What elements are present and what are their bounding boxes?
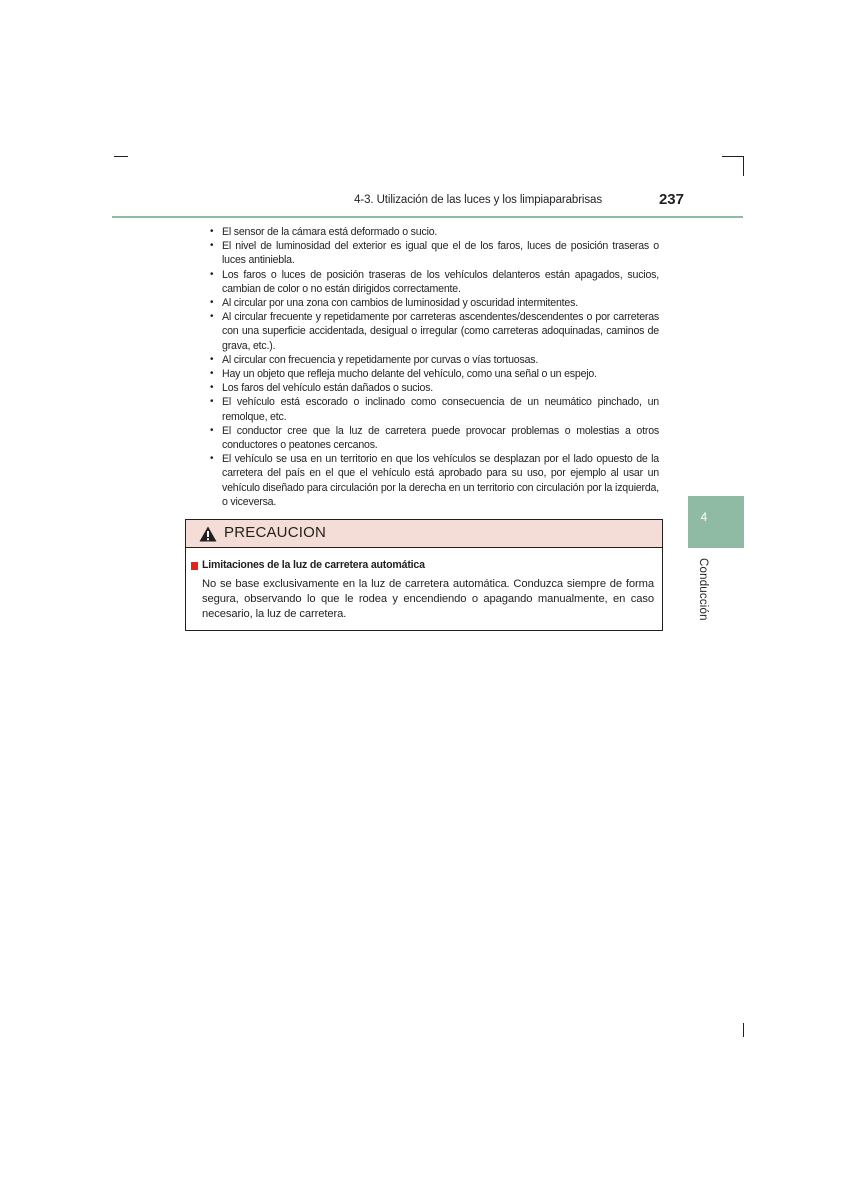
list-item — [209, 225, 659, 239]
crop-mark-top-right-h — [722, 156, 744, 157]
chapter-label: Conducción — [697, 558, 709, 621]
bullet-icon: • — [210, 368, 214, 380]
list-item-text: Los faros o luces de posición traseras de los vehículos delanteros están apagados, sucios, cambian de color o no están dirigidos correctamente. — [222, 268, 659, 295]
bullet-icon: • — [210, 226, 214, 237]
list-item-text: Al circular frecuente y repetidamente por carreteras ascendentes/descendentes o por carreteras con una superficie accidentada, desigual o irregular (como carreteras adoquinadas, caminos de grava, etc.). — [222, 311, 659, 352]
precaution-box — [185, 519, 663, 631]
red-square-marker-icon — [191, 562, 198, 570]
bullet-icon: • — [210, 382, 214, 394]
list-item — [209, 424, 659, 452]
bullet-icon: • — [210, 311, 214, 323]
chapter-number: 4 — [700, 510, 708, 524]
list-item — [209, 268, 659, 296]
precaution-text: No se base exclusivamente en la luz de carretera automática. Conduzca siempre de forma segura, observando lo que le rodea y encendiendo o apagando manualmente, en caso necesario, la luz de carretera. — [202, 578, 654, 621]
list-item — [209, 239, 659, 267]
chapter-tab — [688, 496, 744, 548]
bullet-icon: • — [210, 297, 214, 309]
precaution-subtitle: Limitaciones de la luz de carretera automática — [202, 559, 425, 571]
condition-list — [209, 225, 659, 509]
bullet-icon: • — [210, 268, 214, 280]
bullet-icon: • — [210, 453, 214, 465]
bullet-icon: • — [210, 396, 214, 408]
precaution-header — [186, 520, 662, 548]
list-item-text: Hay un objeto que refleja mucho delante del vehículo, como una señal o un espejo. — [222, 368, 597, 381]
list-item — [209, 381, 659, 395]
precaution-title: PRECAUCION — [224, 524, 327, 541]
list-item-text: El conductor cree que la luz de carretera puede provocar problemas o molestias a otros conductores o peatones cercanos. — [222, 424, 659, 452]
list-item-text: Al circular con frecuencia y repetidamente por curvas o vías tortuosas. — [222, 353, 539, 366]
list-item-text: El nivel de luminosidad del exterior es igual que el de los faros, luces de posición traseras o luces antiniebla. — [222, 240, 659, 267]
crop-mark-top-right-v — [743, 156, 744, 176]
section-title: 4-3. Utilización de las luces y los limpiaparabrisas — [354, 194, 602, 206]
header-rule — [112, 216, 743, 218]
crop-mark-top-left — [114, 156, 128, 157]
crop-mark-bottom-right — [743, 1023, 744, 1037]
warning-triangle-icon — [199, 526, 217, 542]
list-item — [209, 310, 659, 353]
bullet-icon: • — [210, 240, 214, 252]
page-number: 237 — [658, 191, 684, 208]
list-item-text: Al circular por una zona con cambios de luminosidad y oscuridad intermitentes. — [222, 297, 578, 310]
list-item — [209, 367, 659, 381]
list-item — [209, 353, 659, 367]
list-item-text: El vehículo está escorado o inclinado como consecuencia de un neumático pinchado, un remolque, etc. — [222, 396, 659, 423]
bullet-icon: • — [210, 424, 214, 436]
list-item — [209, 296, 659, 310]
list-item — [209, 452, 659, 509]
list-item-text: El sensor de la cámara está deformado o sucio. — [222, 226, 438, 238]
bullet-icon: • — [210, 353, 214, 365]
list-item-text: Los faros del vehículo están dañados o sucios. — [222, 382, 434, 395]
list-item — [209, 395, 659, 423]
list-item-text: El vehículo se usa en un territorio en que los vehículos se desplazan por el lado opuesto de la carretera del país en el que el vehículo está aprobado para su uso, por ejemplo al usar un vehículo diseñado para circulación por la derecha en un territorio con circulación por la izquierda, o viceversa. — [222, 453, 659, 508]
